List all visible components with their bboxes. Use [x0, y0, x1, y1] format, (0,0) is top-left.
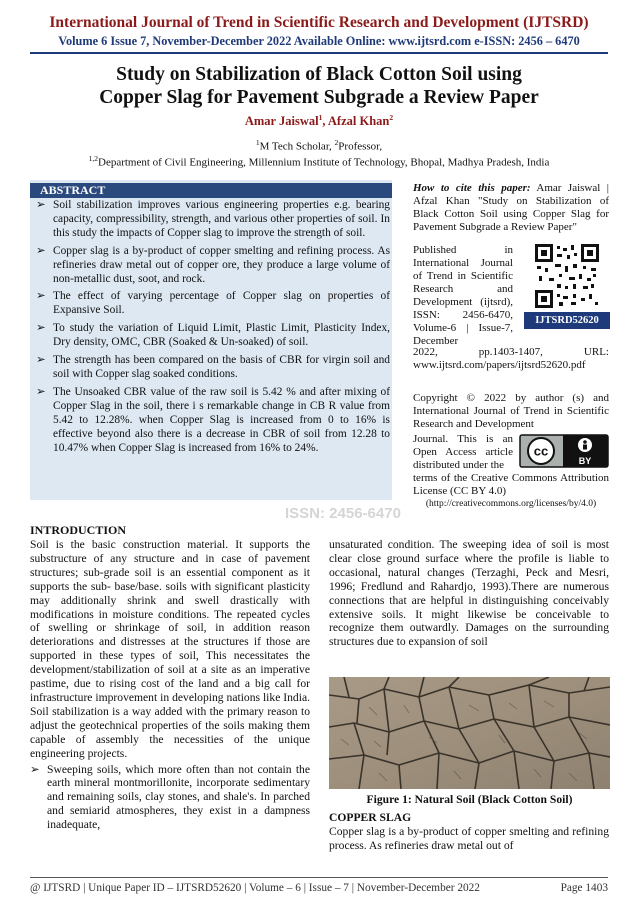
citation-label: How to cite this paper:: [413, 182, 531, 194]
abstract-item: ➢ Soil stabilization improves various engineering properties e.g. bearing capacity, compressibility, strength, and various other properties of soil. In this study the impacts of Copper slag to improve the strength of soil.: [36, 199, 390, 239]
introduction-paragraph: Soil is the basic construction material. It supports the substructure of any structure and in case of pavement structures; sub-grade soil is an essential component as it supports the sub- base/base. soils with significant plasticity may additionally shrink and swell drastically with modifications in moisture conditions. The repeated cycles of swelling or shrinkage of soil, in addition reason deteriorations and distresses at the structures if those are supported in these types of soil, This necessitates the development/stabilization of soil at a site as an imperative pastime, due to rising cost of the land and a big call for infrastructure improvement in developing nations like India. Soil stabilization is a way added with the primary reason to adjust the geotechnical properties of the soils making them capable of assembly the necessities of the unique engineering projects.: [30, 538, 310, 760]
copyright-text: Copyright © 2022 by author (s) and International Journal of Trend in Scientific Research and Development: [413, 392, 609, 430]
citation-text: Amar Jaiswal | Afzal Khan "Study on Stabilization of Black Cotton Soil using Copper Slag for Pavement Subgrade a Review Paper": [413, 182, 609, 233]
open-access-text: Journal. This is an Open Access article distributed under the: [413, 433, 513, 471]
bullet-arrow-icon: ➢: [36, 244, 46, 257]
creative-commons-icon: [519, 434, 609, 476]
volume-line: Volume 6 Issue 7, November-December 2022 Available Online: www.ijtsrd.com e-ISSN: 2456 – 6470: [58, 34, 580, 48]
footer: [30, 882, 608, 894]
journal-name: International Journal of Trend in Scientific Research and Development (IJTSRD): [49, 14, 589, 31]
copper-slag-heading: COPPER SLAG: [329, 811, 412, 824]
license-text: terms of the Creative Commons Attribution License (CC BY 4.0) (http://creativecommons.org/licenses/by/4.0): [413, 472, 609, 509]
citation-top: [413, 182, 609, 234]
abstract-item: ➢ Copper slag is a by-product of copper smelting and refining process. As refineries draw metal out of copper ore, they produce a large volume of non-metallic dust, soot, and rock.: [36, 244, 390, 285]
bullet-arrow-icon: ➢: [36, 199, 46, 211]
figure-caption: Figure 1: Natural Soil (Black Cotton Soil): [366, 793, 573, 806]
title-line-1: Study on Stabilization of Black Cotton Soil using: [116, 64, 522, 85]
paper-title: [0, 63, 638, 109]
footer-rule: [30, 877, 608, 878]
author-1: Amar Jaiswal: [244, 114, 319, 129]
introduction-left-column: [30, 538, 310, 832]
abstract-heading: ABSTRACT: [30, 183, 392, 198]
copper-slag-paragraph: Copper slag is a by-product of copper smelting and refining process. As refineries draw metal out of: [329, 825, 609, 852]
title-line-2: Copper Slag for Pavement Subgrade a Review Paper: [99, 87, 539, 108]
authors: Amar Jaiswal$^1$, Afzal Khan$^2$: [244, 113, 394, 129]
by-badge: BY: [578, 456, 592, 466]
abstract-item: ➢ To study the variation of Liquid Limit, Plastic Limit, Plasticity Index, Dry density, OMC, CBR (Soaked & Un-soaked) of soil.: [36, 322, 390, 349]
author-2: Afzal Khan: [327, 114, 390, 129]
bullet-arrow-icon: ➢: [36, 385, 46, 398]
bullet-arrow-icon: ➢: [36, 290, 46, 303]
cracked-soil-photo: [329, 677, 610, 789]
qr-paper-id: IJTSRD52620: [524, 312, 610, 329]
introduction-heading: INTRODUCTION: [30, 523, 127, 537]
footer-info: @ IJTSRD | Unique Paper ID – IJTSRD52620 | Volume – 6 | Issue – 7 | November-December 2022: [30, 882, 480, 894]
cc-badge: cc: [533, 443, 549, 459]
affiliation-roles: $^1$M Tech Scholar, $^2$Professor,: [255, 138, 383, 153]
bullet-arrow-icon: ➢: [30, 762, 40, 776]
abstract-item: ➢ The strength has been compared on the basis of CBR for virgin soil and soil with Copper slag soaked conditions.: [36, 354, 390, 380]
qr-code-icon: [527, 244, 607, 309]
affiliation-department: $^{1,2}$Department of Civil Engineering, Millennium Institute of Technology, Bhopal, Madhya Pradesh, India: [88, 154, 550, 169]
abstract-item: ➢ The Unsoaked CBR value of the raw soil is 5.42 % and after mixing of Copper Slag in the soil, there i s remarkable change in CB R value from 5.42 to 12.28%. when Copper Slag is increased from 0 to 16% is effective beyond also there is a decrease in CBR of soil from 12.28 to 10.47% when Copper Slag is increased from 16% to 24%.: [36, 385, 390, 454]
abstract-list: [36, 199, 390, 459]
citation-published: Published in International Journal of Trend in Scientific Research and Development (ijtsrd), ISSN: 2456-6470, Volume-6 | Issue-7, December: [413, 244, 513, 347]
introduction-bullet: ➢ Sweeping soils, which more often than not contain the earth mineral montmorillonite, incorporate sedimentary and remaining soils, clay stones, and shale's. In parched and semiarid atmospheres, they exist in a dampness inadequate,: [30, 762, 310, 832]
header-rule: [30, 52, 608, 54]
abstract-item: ➢ The effect of varying percentage of Copper slag on properties of Expansive Soil.: [36, 290, 390, 317]
bullet-arrow-icon: ➢: [36, 354, 46, 367]
bullet-arrow-icon: ➢: [36, 322, 46, 335]
license-url: (http://creativecommons.org/licenses/by/4.0): [425, 499, 597, 509]
citation-url: 2022, pp.1403-1407, URL: www.ijtsrd.com/papers/ijtsrd52620.pdf: [413, 346, 609, 371]
page-number: Page 1403: [560, 882, 608, 894]
introduction-right-column: unsaturated condition. The sweeping idea of soil is most clear close ground surface where the profile is liable to occasional, natural changes (Terzaghi, Peck and Mesri, 1996; Fredlund and Rahardjo, 1993).There are numerous connections that are helpful in distinguishing conceivably extensive soils. It might likewise be conceivable to recognize them outwardly. Damages on the surrounding structures due to expansion of soil: [329, 538, 609, 649]
issn-watermark: ISSN: 2456-6470: [285, 505, 401, 522]
